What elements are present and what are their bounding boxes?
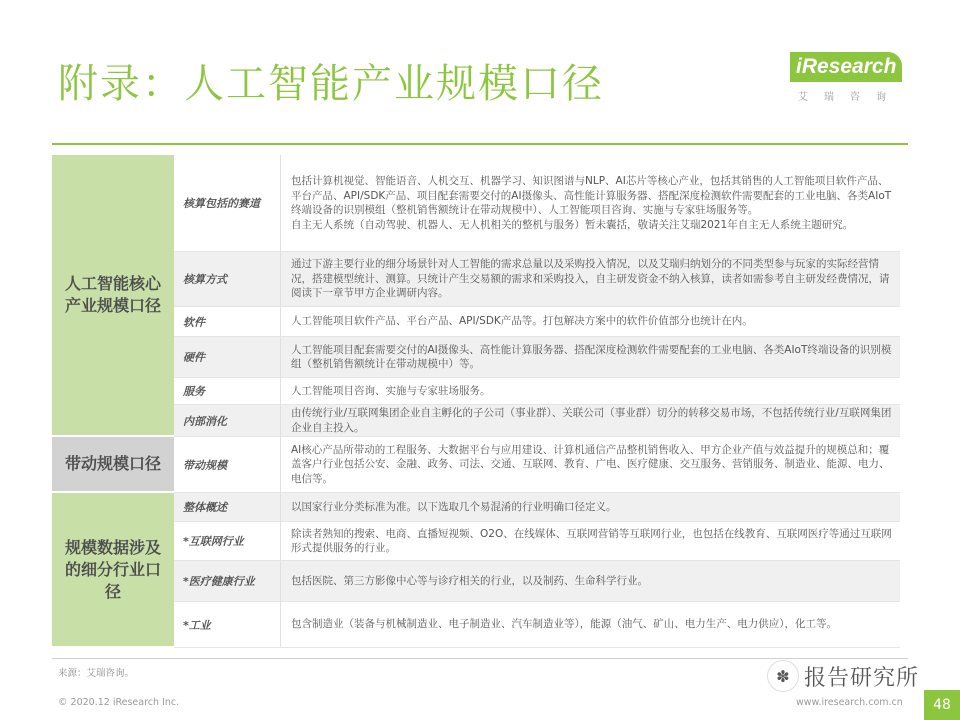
row-text: 包括计算机视觉、智能语音、人机交互、机器学习、知识图谱与NLP、AI芯片等核心产业，包括其销售的人工智能项目软件产品、平台产品、API/SDK产品、项目配套需要交付的AI摄像头、高性能计算服务器、搭配深度检测软件需要配套的工业电脑、各类AIoT终端设备的识别模组（整机销售额统计在带动规模中）、人工智能项目咨询、实施与专家驻场服务等。 xyxy=(291,175,892,216)
row-label: *医疗健康行业 xyxy=(183,575,255,588)
table-row xyxy=(174,252,900,307)
table-row xyxy=(174,602,900,648)
row-label: *工业 xyxy=(183,618,211,632)
row-text: 由传统行业/互联网集团企业自主孵化的子公司（事业群）、关联公司（事业群）切分的转移交易市场，不包括传统行业/互联网集团企业自主投入。 xyxy=(291,407,892,434)
row-label: 服务 xyxy=(183,385,205,398)
iresearch-logo xyxy=(790,52,910,108)
table-row xyxy=(174,307,900,337)
group-driven-scale: 带动规模口径 xyxy=(52,437,174,493)
row-content xyxy=(280,561,900,601)
row-label: 整体概述 xyxy=(183,501,227,514)
table-row xyxy=(174,522,900,561)
table-row xyxy=(174,155,900,252)
row-label: 软件 xyxy=(183,315,205,329)
row-label: 核算方式 xyxy=(183,273,227,286)
watermark-text: 报告研究所 xyxy=(804,665,920,691)
group-industry-scope: 规模数据涉及的细分行业口径 xyxy=(52,493,174,648)
row-content xyxy=(280,155,900,251)
row-content xyxy=(280,337,900,377)
title-divider xyxy=(52,143,908,145)
row-content xyxy=(280,405,900,436)
row-text: 以国家行业分类标准为准。以下选取几个易混淆的行业明确口径定义。 xyxy=(291,500,617,513)
table-row xyxy=(174,405,900,437)
logo-text: iResearch xyxy=(790,52,902,82)
table-row xyxy=(174,561,900,602)
row-text: 自主无人系统（自动驾驶、机器人、无人机相关的整机与服务）暂未囊括，敬请关注艾瑞2021年自主无人系统主题研究。 xyxy=(291,218,854,231)
row-content xyxy=(280,602,900,647)
website-link[interactable]: www.iresearch.com.cn xyxy=(796,697,903,708)
row-label: 内部消化 xyxy=(183,414,227,428)
row-content xyxy=(280,437,900,492)
group-column xyxy=(52,155,174,648)
row-content xyxy=(280,307,900,336)
group-core-scale: 人工智能核心产业规模口径 xyxy=(52,155,174,437)
row-text: 除读者熟知的搜索、电商、直播短视频、O2O、在线媒体、互联网营销等互联网行业，也包括在线教育、互联网医疗等通过互联网形式提供服务的行业。 xyxy=(291,527,892,554)
table-row xyxy=(174,493,900,522)
row-text: 人工智能项目配套需要交付的AI摄像头、高性能计算服务器、搭配深度检测软件需要配套的工业电脑、各类AIoT终端设备的识别模组（整机销售额统计在带动规模中）等。 xyxy=(291,343,892,370)
row-content xyxy=(280,252,900,306)
row-text: 人工智能项目软件产品、平台产品、API/SDK产品等。打包解决方案中的软件价值部分也统计在内。 xyxy=(291,315,753,328)
row-content xyxy=(280,493,900,521)
logo-subtitle: 艾瑞咨询 xyxy=(798,92,902,103)
row-text: 包括医院、第三方影像中心等与诊疗相关的行业，以及制药、生命科学行业。 xyxy=(291,574,648,587)
row-text: AI核心产品所带动的工程服务、大数据平台与应用建设、计算机通信产品整机销售收入、甲方企业产值与效益提升的规模总和；覆盖客户行业包括公安、金融、政务、司法、交通、互联网、教育、广电、医疗健康、交互服务、营销服务、制造业、能源、电力、电信等。 xyxy=(291,443,890,485)
row-label: *互联网行业 xyxy=(183,535,244,548)
row-text: 包含制造业（装备与机械制造业、电子制造业、汽车制造业等），能源（油气、矿山、电力生产、电力供应），化工等。 xyxy=(291,618,837,631)
copyright: © 2020.12 iResearch Inc. xyxy=(58,697,180,708)
row-content xyxy=(280,378,900,404)
table-row xyxy=(174,378,900,405)
row-content xyxy=(280,522,900,560)
page-title: 附录：人工智能产业规模口径 xyxy=(58,61,604,107)
row-text: 人工智能项目咨询、实施与专家驻场服务。 xyxy=(291,384,491,397)
row-label: 核算包括的赛道 xyxy=(183,197,260,210)
row-label: 硬件 xyxy=(183,351,205,364)
wechat-icon: ✽ xyxy=(768,661,798,691)
table-row xyxy=(174,437,900,493)
page-number: 48 xyxy=(924,690,960,720)
watermark xyxy=(768,658,928,694)
definition-table xyxy=(52,155,900,648)
row-label: 带动规模 xyxy=(183,458,227,472)
row-text: 通过下游主要行业的细分场景针对人工智能的需求总量以及采购投入情况，以及艾瑞归纳划分的不同类型参与玩家的实际经营情况，搭建模型统计、测算。只统计产生交易额的需求和采购投入，自主研发资金不纳入核算，读者如需参考自主研发经费情况，请阅读下一章节甲方企业调研内容。 xyxy=(291,258,890,300)
table-row xyxy=(174,337,900,378)
source-note: 来源：艾瑞咨询。 xyxy=(58,668,135,679)
